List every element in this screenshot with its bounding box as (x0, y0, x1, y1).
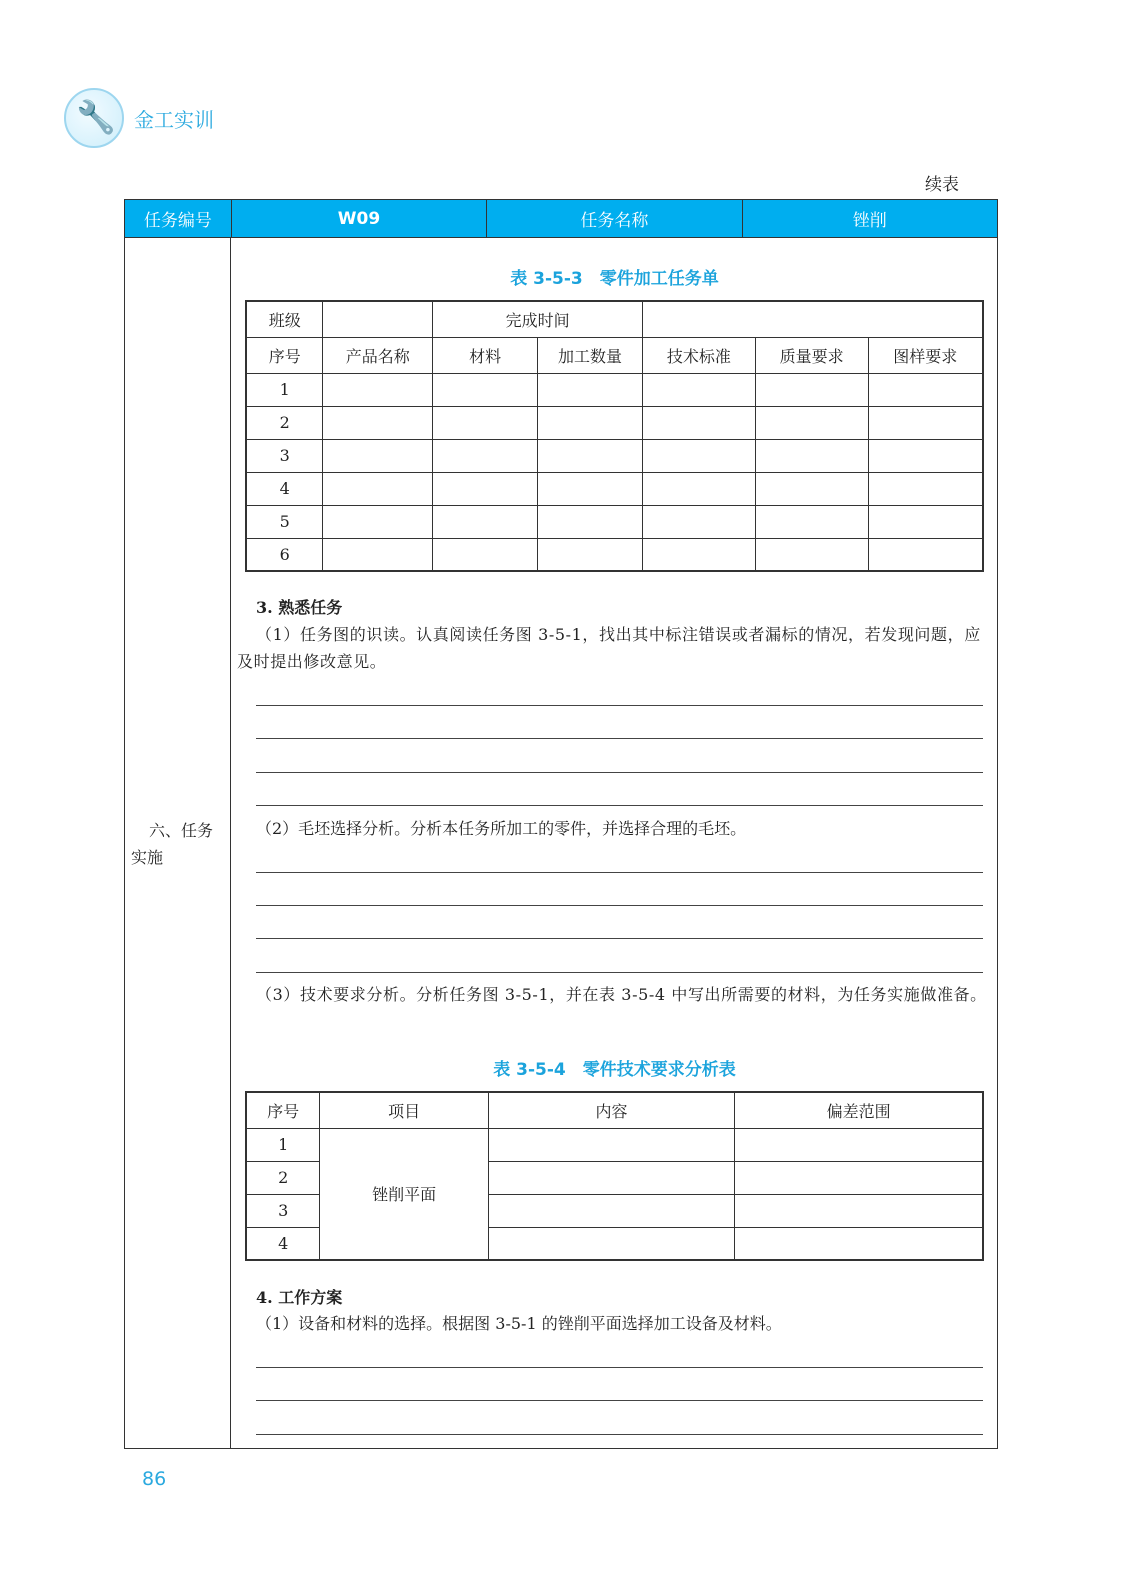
task-name-label: 任务名称 (487, 200, 742, 237)
table-row (246, 538, 983, 571)
logo (64, 88, 124, 148)
write-line[interactable] (256, 972, 983, 973)
write-line[interactable] (256, 872, 983, 873)
input-cell[interactable] (755, 406, 868, 439)
section-label: 六、任务实施 (131, 821, 214, 867)
write-line[interactable] (256, 772, 983, 773)
header-cell: 项目 (320, 1092, 489, 1128)
time-label: 完成时间 (433, 301, 643, 337)
input-cell[interactable] (538, 472, 643, 505)
table1-caption: 表 3-5-3 零件加工任务单 (510, 269, 719, 289)
row-number: 3 (246, 439, 323, 472)
header-cell: 序号 (246, 1092, 320, 1128)
write-line[interactable] (256, 1434, 983, 1435)
row-number: 1 (246, 373, 323, 406)
input-cell[interactable] (433, 439, 538, 472)
input-cell[interactable] (642, 472, 755, 505)
write-line[interactable] (256, 1367, 983, 1368)
book-title: 金工实训 (134, 108, 214, 132)
header-cell: 质量要求 (755, 337, 868, 373)
input-cell[interactable] (642, 538, 755, 571)
input-cell[interactable] (433, 505, 538, 538)
write-line[interactable] (256, 705, 983, 706)
input-cell[interactable] (868, 406, 983, 439)
tech-analysis-table (245, 1091, 984, 1261)
input-cell[interactable] (538, 406, 643, 439)
content-cell[interactable] (488, 1227, 734, 1260)
task-order-table (245, 300, 984, 572)
input-cell[interactable] (538, 538, 643, 571)
header-cell: 加工数量 (538, 337, 643, 373)
tolerance-cell[interactable] (735, 1194, 983, 1227)
table-row (246, 505, 983, 538)
section4-title: 4. 工作方案 (256, 1288, 343, 1307)
input-cell[interactable] (868, 373, 983, 406)
time-value[interactable] (642, 301, 983, 337)
input-cell[interactable] (433, 538, 538, 571)
input-cell[interactable] (755, 538, 868, 571)
s3-para3: （3）技术要求分析。分析任务图 3-5-1，并在表 3-5-4 中写出所需要的材料，为任务实施做准备。 (256, 985, 987, 1004)
content-cell[interactable] (488, 1194, 734, 1227)
input-cell[interactable] (755, 439, 868, 472)
item-cell: 锉削平面 (320, 1128, 489, 1260)
class-value[interactable] (323, 301, 433, 337)
input-cell[interactable] (642, 505, 755, 538)
tolerance-cell[interactable] (735, 1227, 983, 1260)
tolerance-cell[interactable] (735, 1128, 983, 1161)
table-row (246, 472, 983, 505)
header-cell: 序号 (246, 337, 323, 373)
s3-para1: （1）任务图的识读。认真阅读任务图 3-5-1，找出其中标注错误或者漏标的情况，若发现问题，应及时提出修改意见。 (237, 625, 981, 671)
input-cell[interactable] (323, 472, 433, 505)
input-cell[interactable] (755, 373, 868, 406)
row-number: 2 (246, 406, 323, 439)
input-cell[interactable] (323, 406, 433, 439)
input-cell[interactable] (538, 505, 643, 538)
input-cell[interactable] (323, 505, 433, 538)
header-cell: 图样要求 (868, 337, 983, 373)
input-cell[interactable] (323, 373, 433, 406)
write-line[interactable] (256, 805, 983, 806)
task-name-value: 锉削 (852, 211, 887, 231)
input-cell[interactable] (323, 439, 433, 472)
write-line[interactable] (256, 905, 983, 906)
input-cell[interactable] (755, 472, 868, 505)
input-cell[interactable] (538, 373, 643, 406)
write-line[interactable] (256, 1400, 983, 1401)
row-number: 4 (246, 1227, 320, 1260)
content-cell[interactable] (488, 1128, 734, 1161)
column-divider (230, 237, 231, 1448)
input-cell[interactable] (323, 538, 433, 571)
header-cell: 技术标准 (642, 337, 755, 373)
row-number: 6 (246, 538, 323, 571)
s4-para1: （1）设备和材料的选择。根据图 3-5-1 的锉削平面选择加工设备及材料。 (256, 1314, 782, 1333)
wrench-icon: 🔧 (76, 98, 116, 136)
input-cell[interactable] (868, 439, 983, 472)
input-cell[interactable] (642, 373, 755, 406)
s3-para2: （2）毛坯选择分析。分析本任务所加工的零件，并选择合理的毛坯。 (256, 819, 747, 838)
task-id-label: 任务编号 (125, 200, 232, 237)
content-cell[interactable] (488, 1161, 734, 1194)
header-cell: 材料 (433, 337, 538, 373)
input-cell[interactable] (433, 472, 538, 505)
write-line[interactable] (256, 738, 983, 739)
input-cell[interactable] (868, 472, 983, 505)
section3-title: 3. 熟悉任务 (256, 598, 343, 617)
input-cell[interactable] (642, 406, 755, 439)
input-cell[interactable] (868, 505, 983, 538)
row-number: 3 (246, 1194, 320, 1227)
input-cell[interactable] (433, 406, 538, 439)
header-cell: 产品名称 (323, 337, 433, 373)
row-number: 4 (246, 472, 323, 505)
input-cell[interactable] (755, 505, 868, 538)
continued-label: 续表 (925, 175, 959, 195)
class-label: 班级 (246, 301, 323, 337)
table2-caption: 表 3-5-4 零件技术要求分析表 (493, 1060, 736, 1080)
task-header-row (125, 200, 997, 238)
task-id-value: W09 (232, 200, 487, 237)
row-number: 5 (246, 505, 323, 538)
write-line[interactable] (256, 938, 983, 939)
input-cell[interactable] (868, 538, 983, 571)
input-cell[interactable] (642, 439, 755, 472)
input-cell[interactable] (433, 373, 538, 406)
table-row (246, 373, 983, 406)
input-cell[interactable] (538, 439, 643, 472)
tolerance-cell[interactable] (735, 1161, 983, 1194)
header-cell: 内容 (488, 1092, 734, 1128)
row-number: 1 (246, 1128, 320, 1161)
header-cell: 偏差范围 (735, 1092, 983, 1128)
row-number: 2 (246, 1161, 320, 1194)
table-row (246, 439, 983, 472)
page-number: 86 (142, 1468, 167, 1490)
table-row (246, 406, 983, 439)
